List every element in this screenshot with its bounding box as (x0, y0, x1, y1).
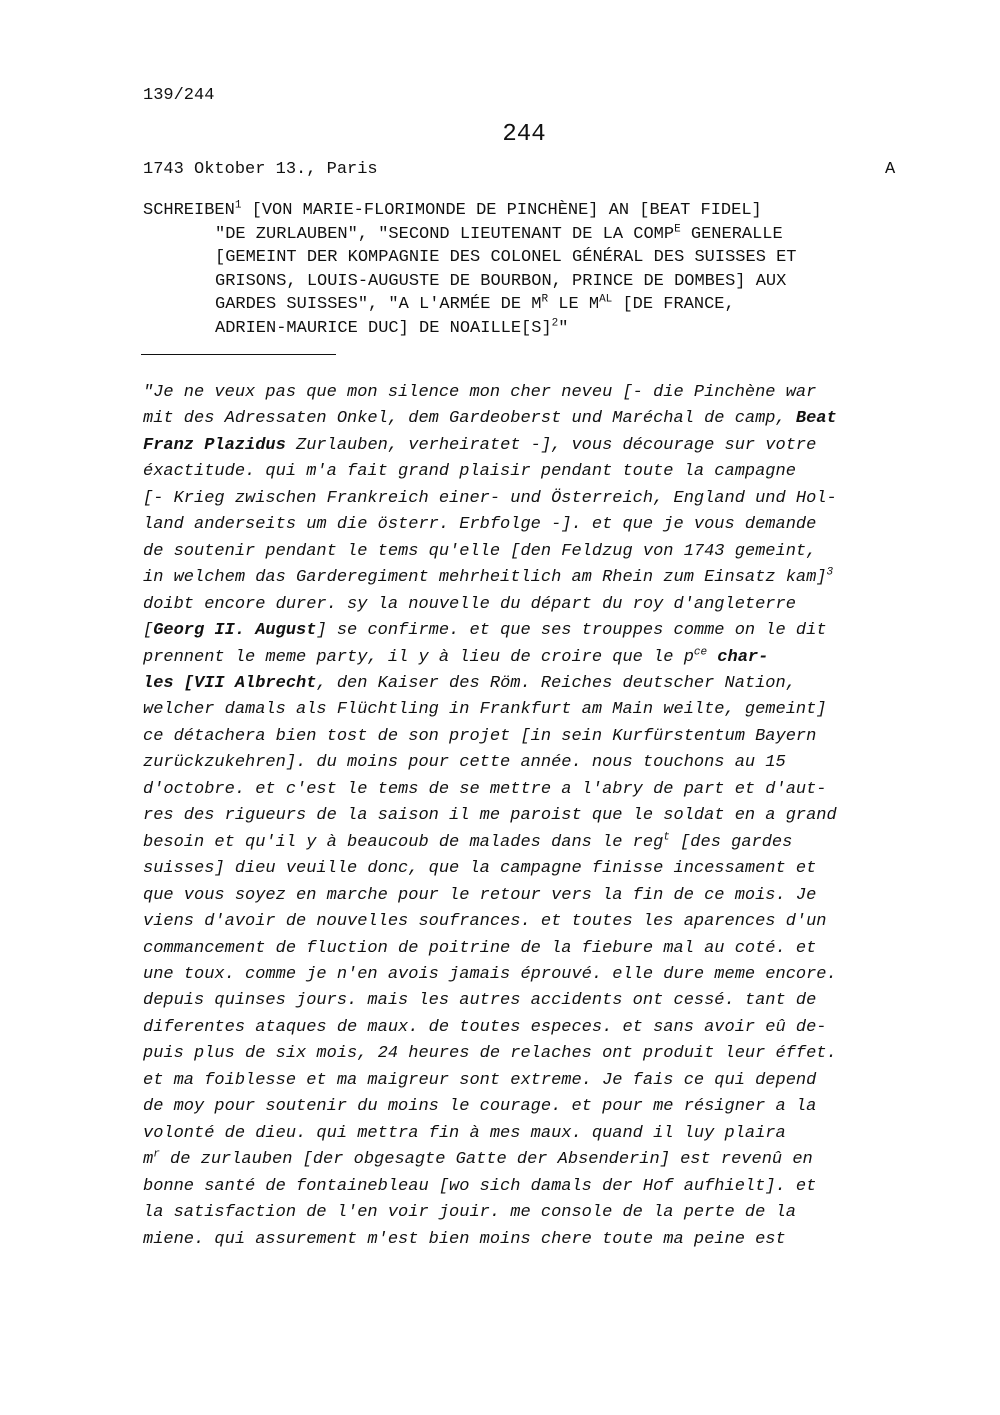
body-line: welcher damals als Flüchtling in Frankfurt am Main weilte, gemeint] (143, 700, 827, 720)
body-line: suisses] dieu veuille donc, que la campagne finisse incessament et (143, 859, 817, 879)
body-line: de moy pour soutenir du moins le courage. et pour me résigner a la (143, 1097, 817, 1117)
regest-line: ADRIEN-MAURICE DUC] DE $NOAILLE[S]^2$" (215, 316, 569, 338)
body-line: zurückzukehren]. du moins pour cette année. nous touchons au 15 (143, 753, 786, 773)
body-line: prennent le meme party, il y à lieu de croire que le $p^{ce}$ char- (143, 645, 769, 667)
body-line: commancement de fluction de poitrine de la fiebure mal au coté. et (143, 938, 817, 958)
body-line: depuis quinses jours. mais les autres accidents ont cessé. tant de (143, 991, 817, 1011)
regest-line: GRISONS, LOUIS-AUGUSTE DE BOURBON, PRINCE DE DOMBES] AUX (215, 271, 787, 291)
separator-rule (141, 354, 336, 355)
body-line: puis plus de six mois, 24 heures de relaches ont produit leur éffet. (143, 1044, 837, 1064)
letter-body (143, 380, 933, 1253)
body-line: res des rigueurs de la saison il me paroist que le soldat en a grand (143, 806, 837, 826)
body-line: miene. qui assurement m'est bien moins chere toute ma peine est (143, 1229, 786, 1249)
body-line: diferentes ataques de maux. de toutes especes. et sans avoir eû de- (143, 1017, 827, 1037)
body-line: mit des Adressaten Onkel, dem Gardeoberst und Maréchal de camp, Beat (143, 409, 837, 429)
regest-line: "DE ZURLAUBEN", "SECOND LIEUTENANT DE LA $COMP^E$ GENERALLE (215, 222, 783, 244)
body-line: [Georg II. August] se confirme. et que ses trouppes comme on le dit (143, 621, 827, 641)
body-line: $m^r$ de zurlauben [der obgesagte Gatte der Absenderin] est revenû en (143, 1148, 813, 1170)
date-place: 1743 Oktober 13., Paris (143, 160, 378, 179)
body-line: [- Krieg zwischen Frankreich einer- und Österreich, England und Hol- (143, 488, 837, 508)
body-line: éxactitude. qui m'a fait grand plaisir pendant toute la campagne (143, 462, 796, 482)
body-line: que vous soyez en marche pour le retour vers la fin de ce mois. Je (143, 885, 817, 905)
document-number: 244 (502, 121, 546, 148)
body-line: doibt encore durer. sy la nouvelle du départ du roy d'angleterre (143, 594, 796, 614)
body-line: de soutenir pendant le tems qu'elle [den Feldzug von 1743 gemeint, (143, 541, 817, 561)
body-line: viens d'avoir de nouvelles soufrances. et toutes les aparences d'un (143, 912, 827, 932)
body-line: Franz Plazidus Zurlauben, verheiratet -], vous décourage sur votre (143, 435, 817, 455)
regest-line: [GEMEINT DER KOMPAGNIE DES COLONEL GÉNÉRAL DES SUISSES ET (215, 248, 797, 267)
regest-heading (143, 199, 913, 340)
body-line: et ma foiblesse et ma maigreur sont extreme. Je fais ce qui depend (143, 1070, 817, 1090)
body-line: bonne santé de fontainebleau [wo sich damals der Hof aufhielt]. et (143, 1176, 817, 1196)
category-letter: A (885, 160, 896, 179)
regest-line: SCHREIBEN$^1$ [VON MARIE-FLORIMONDE DE PINCHÈNE] AN [BEAT FIDEL] (143, 199, 762, 220)
body-line: in welchem das Garderegiment mehrheitlich am Rhein zum Einsatz kam]$^3$ (143, 566, 834, 588)
body-line: ce détachera bien tost de son projet [in sein Kurfürstentum Bayern (143, 726, 817, 746)
body-line: la satisfaction de l'en voir jouir. me console de la perte de la (143, 1203, 796, 1223)
body-line: volonté de dieu. qui mettra fin à mes maux. quand il luy plaira (143, 1123, 786, 1143)
page-reference: 139/244 (143, 86, 215, 105)
body-line: besoin et qu'il y à beaucoub de malades dans le reg$^t$ [des gardes (143, 831, 793, 852)
footnote-ref: 1 (234, 199, 242, 212)
body-line: les [VII Albrecht, den Kaiser des Röm. Reiches deutscher Nation, (143, 673, 796, 693)
regest-line: GARDES SUISSES", "A L'ARMÉE DE $M^R$ LE $M^{AL}$ [DE FRANCE, (215, 293, 735, 314)
footnote-ref: 3 (826, 566, 834, 579)
footnote-ref: 2 (551, 316, 559, 329)
body-line: une toux. comme je n'en avois jamais éprouvé. elle dure meme encore. (143, 964, 837, 984)
body-line: d'octobre. et c'est le tems de se mettre a l'abry de part et d'aut- (143, 779, 827, 799)
body-line: "Je ne veux pas que mon silence mon cher neveu [- die Pinchène war (143, 383, 817, 402)
body-line: land anderseits um die österr. Erbfolge -]. et que je vous demande (143, 515, 817, 535)
